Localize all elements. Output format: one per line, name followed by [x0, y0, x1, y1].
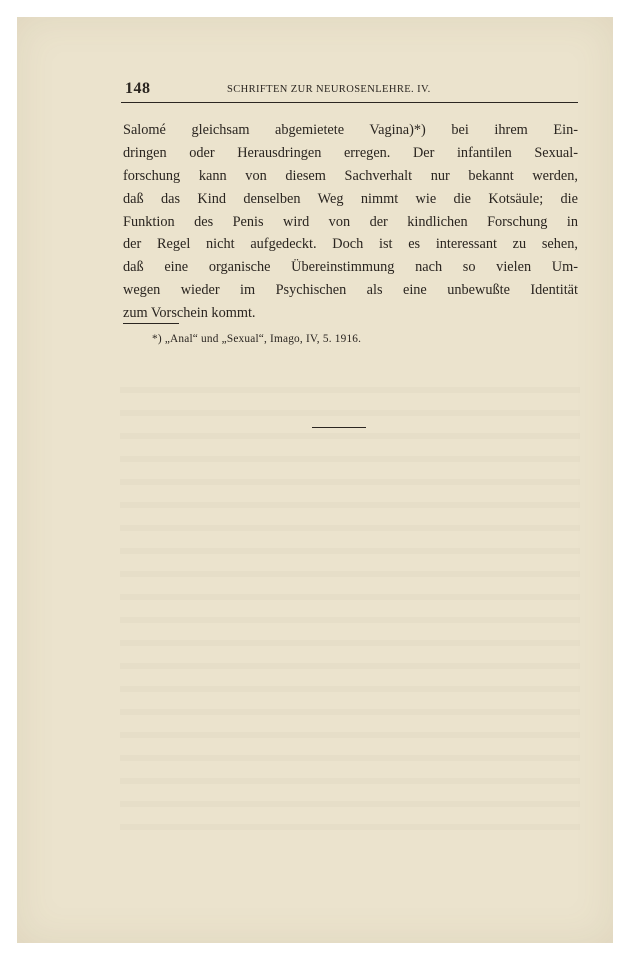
page-number: 148: [125, 80, 151, 97]
body-paragraph: [123, 119, 578, 325]
text-line: zum Vorschein kommt.: [123, 305, 256, 322]
footnote: *) „Anal“ und „Sexual“, Imago, IV, 5. 1916.: [152, 333, 362, 345]
text-line: Salomé gleichsam abgemietete Vagina)*) bei ihrem Ein-: [123, 122, 578, 138]
text-line: wegen wieder im Psychischen als eine unbewußte Identität: [123, 282, 578, 299]
text-line: daß eine organische Übereinstimmung nach so vielen Um-: [123, 259, 578, 276]
text-line: forschung kann von diesem Sachverhalt nur bekannt werden,: [123, 167, 578, 184]
running-head: SCHRIFTEN ZUR NEUROSENLEHRE. IV.: [227, 84, 431, 95]
text-line: daß das Kind denselben Weg nimmt wie die Kotsäule; die: [123, 190, 578, 207]
text-line: der Regel nicht aufgedeckt. Doch ist es interessant zu sehen,: [123, 236, 578, 253]
text-line: dringen oder Herausdringen erregen. Der infantilen Sexual-: [123, 144, 578, 161]
section-end-rule: [312, 427, 366, 428]
text-line: Funktion des Penis wird von der kindlichen Forschung in: [123, 213, 578, 230]
show-through-texture: [120, 370, 580, 830]
footnote-rule: [123, 323, 179, 324]
page-header: [125, 80, 577, 100]
header-rule: [121, 102, 578, 103]
